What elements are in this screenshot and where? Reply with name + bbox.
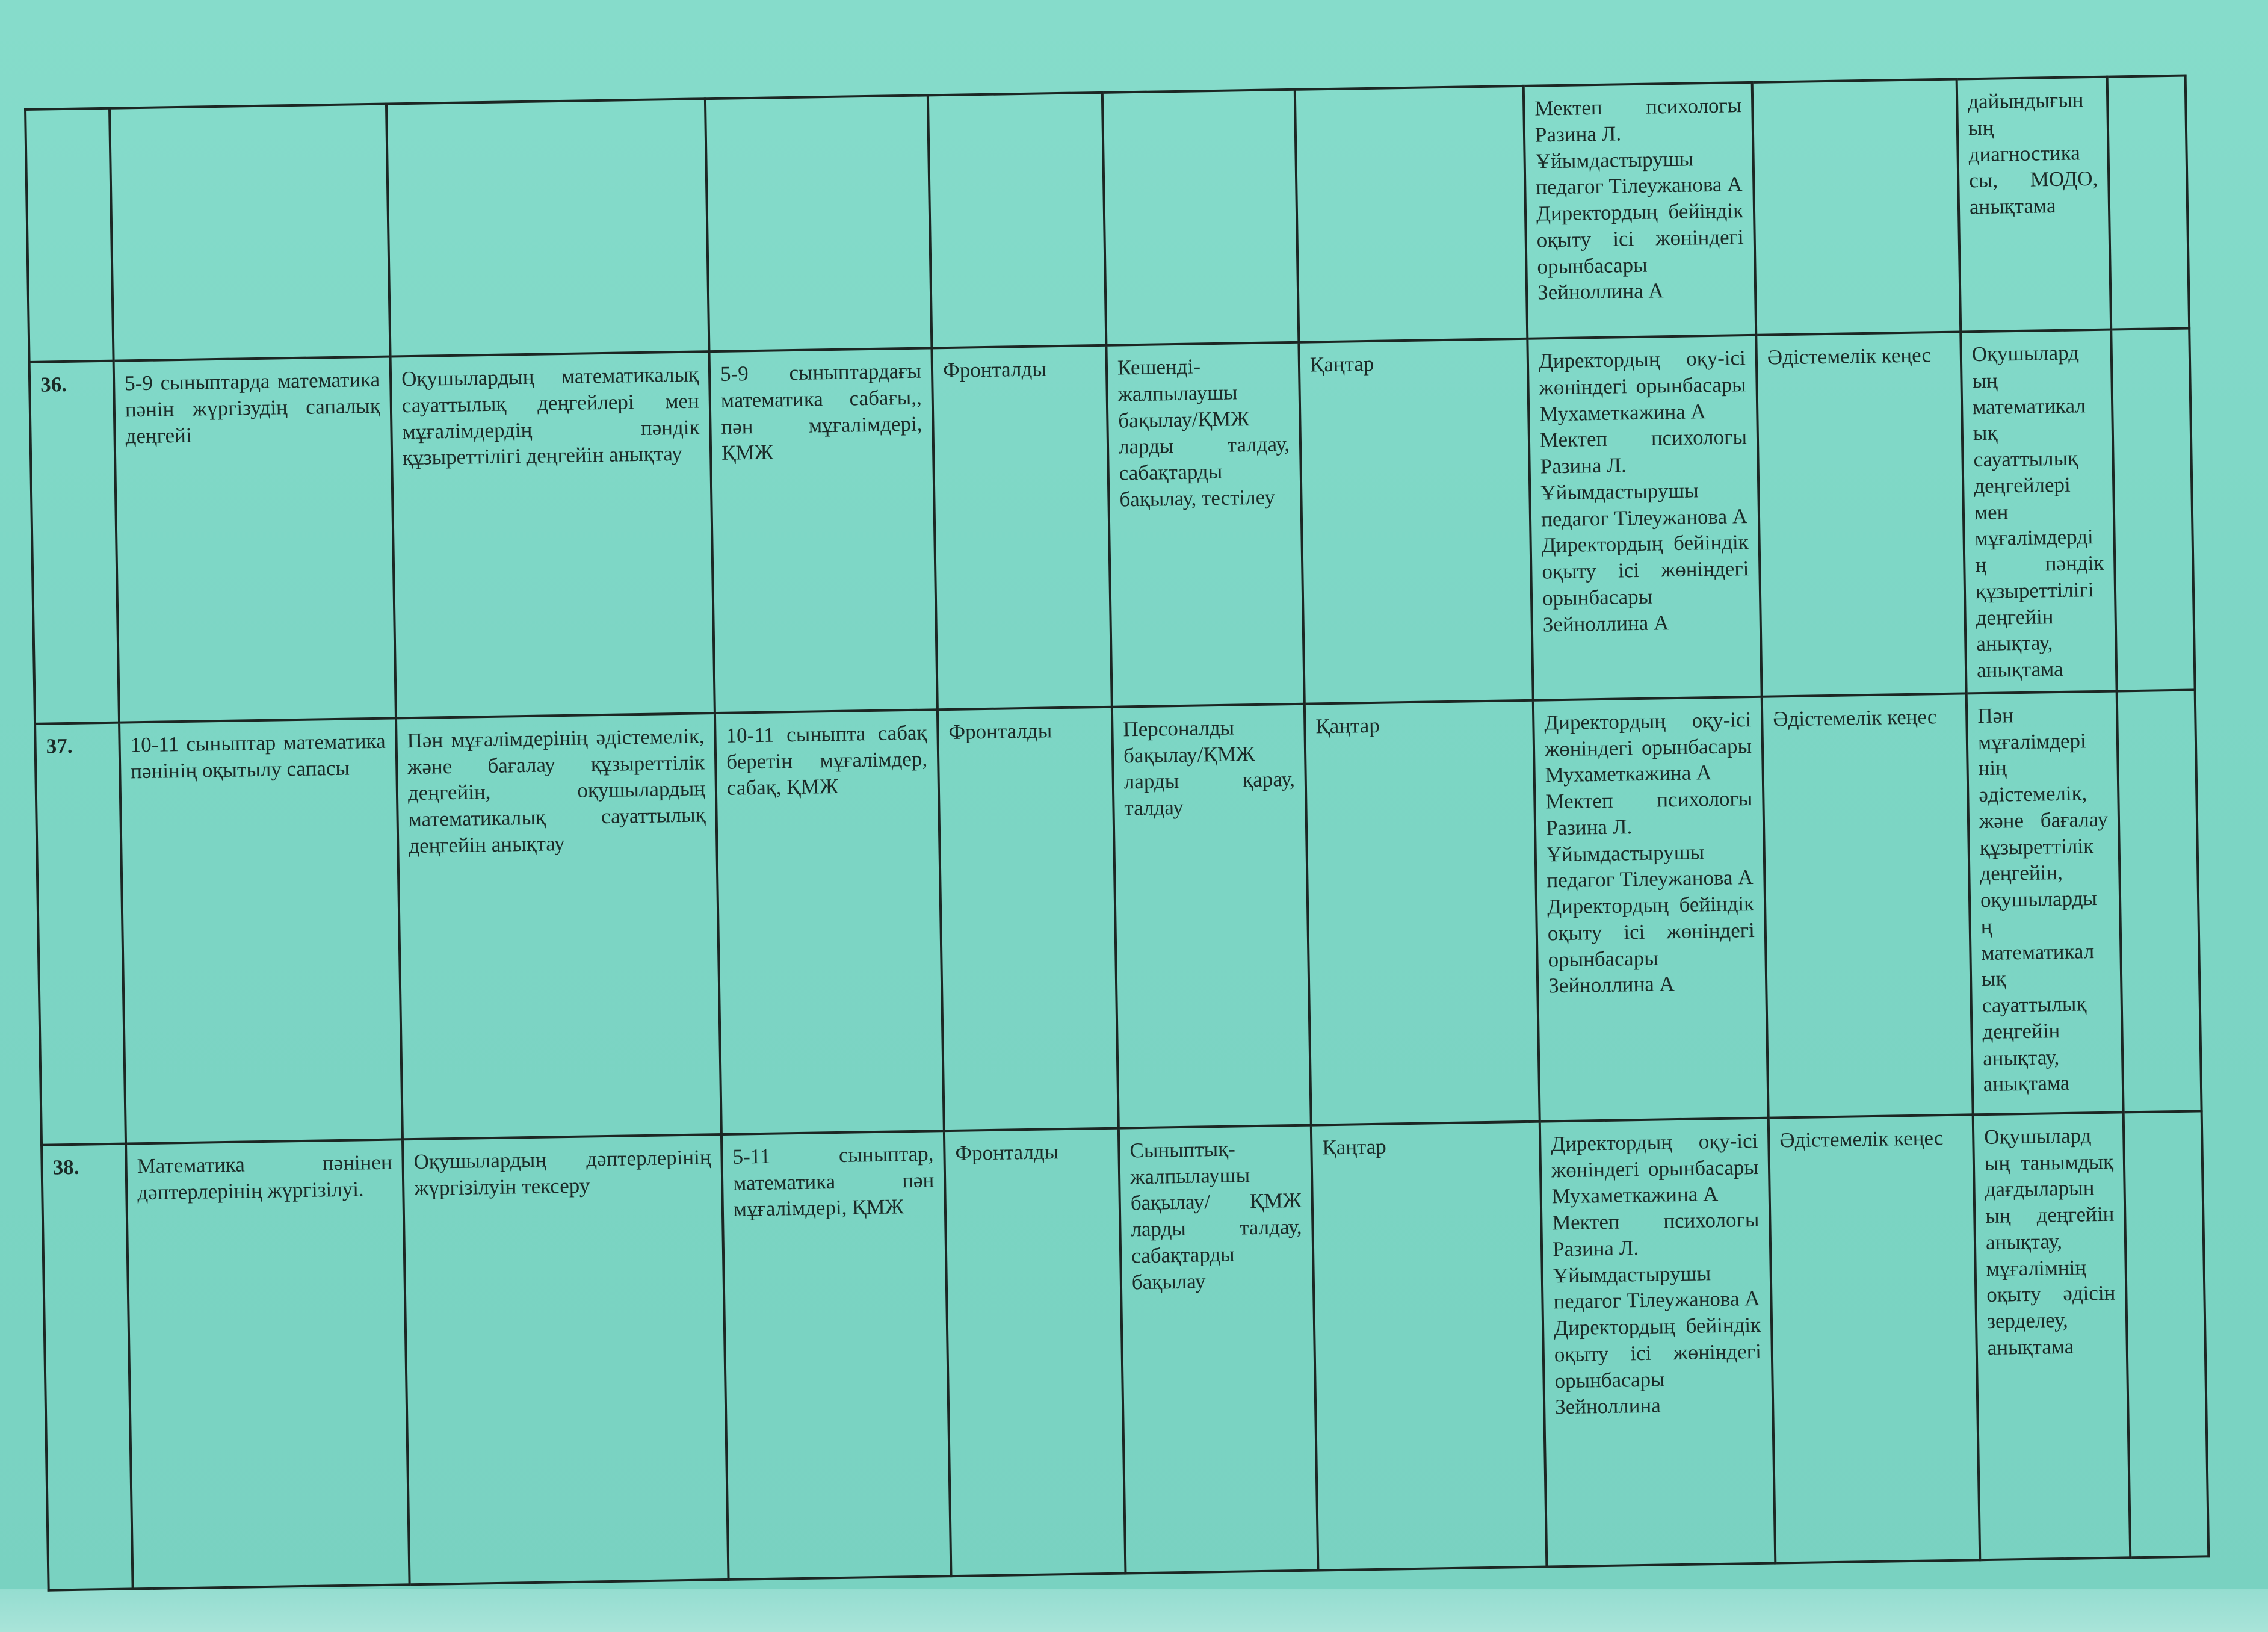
management-decision: Оқушылард ың танымдық дағдыларын ың деңгейін анықтау, мұғалімнің оқыту әдісін зерделеу, анықтама <box>1973 1112 2131 1560</box>
control-topic: 5-9 сыныптарда математика пәнін жүргізудің сапалық деңгейі <box>114 356 396 722</box>
control-type: Фронталды <box>932 345 1111 709</box>
control-method <box>1102 90 1299 345</box>
review-place: Әдістемелік кеңес <box>1762 693 1973 1117</box>
table-row <box>42 1111 2208 1590</box>
control-topic: Математика пәнінен дәптерлерінің жүргізілуі. <box>126 1139 410 1589</box>
empty-cell <box>2107 76 2190 330</box>
control-method: Персоналды бақылау/ҚМЖ ларды қарау, талдау <box>1112 703 1311 1128</box>
control-type <box>928 93 1107 348</box>
control-type: Фронталды <box>938 706 1119 1130</box>
control-topic <box>110 104 391 361</box>
empty-cell <box>2124 1111 2209 1557</box>
responsible-persons <box>1540 1117 1776 1566</box>
review-place: Әдістемелік кеңес <box>1756 332 1966 696</box>
row-number: 38. <box>42 1143 133 1590</box>
empty-cell <box>2117 690 2202 1112</box>
review-place: Әдістемелік кеңес <box>1769 1114 1980 1563</box>
management-decision: Пән мұғалімдері нің әдістемелік, және бағалау құзыреттілік деңгейін, оқушыларды ң математикал ық сауаттылық деңгейін анықтау, анықтама <box>1967 691 2124 1114</box>
control-goal <box>386 99 709 356</box>
table-surface <box>0 1589 2268 1632</box>
table-row <box>25 76 2189 362</box>
control-object <box>705 95 932 351</box>
management-decision: Оқушылард ың математикал ық сауаттылық деңгейлері мен мұғалімдерді ң пәндік құзыреттілігі деңгейін анықтау, анықтама <box>1961 330 2116 694</box>
control-date: Қаңтар <box>1299 339 1533 704</box>
table-row <box>29 329 2195 724</box>
responsible-persons <box>1524 82 1757 339</box>
control-object: 5-11 сыныптар, математика пән мұғалімдері, ҚМЖ <box>721 1131 951 1580</box>
responsible-persons <box>1533 697 1769 1122</box>
control-date <box>1295 86 1528 342</box>
control-date: Қаңтар <box>1311 1121 1547 1570</box>
document-sheet <box>24 75 2207 1589</box>
control-object: 10-11 сыныпта сабақ беретін мұғалімдер, сабақ, ҚМЖ <box>715 709 944 1134</box>
control-goal: Пән мұғалімдерінің әдістемелік, және бағалау құзыреттілік деңгейін, оқушылардың математикалық сауаттылық деңгейін анықтау <box>396 713 721 1139</box>
control-date: Қаңтар <box>1305 700 1540 1125</box>
row-number: 36. <box>29 361 119 724</box>
responsible-text: Мектеп психологы Разина Л. Ұйымдастырушы педагог Тілеужанова А Директордың бейіндік оқыту ісі жөніндегі орынбасары Зейноллина А <box>1534 93 1744 304</box>
management-decision: дайындығын ың диагностика сы, МОДО, анықтама <box>1957 77 2112 332</box>
control-type: Фронталды <box>944 1128 1126 1575</box>
responsible-text: Директордың оқу-ісі жөніндегі орынбасары Мухаметкажина А Мектеп психологы Разина Л. Ұйымдастырушы педагог Тілеужанова А Директордың бейіндік оқыту ісі жөніндегі орынбасары Зейноллина А <box>1544 707 1755 998</box>
row-number <box>25 108 114 362</box>
control-method: Кешенді-жалпылаушы бақылау/ҚМЖ ларды талдау, сабақтарды бақылау, тестілеу <box>1106 342 1304 707</box>
control-topic: 10-11 сыныптар математика пәнінің оқытылу сапасы <box>119 718 403 1143</box>
row-number: 37. <box>35 722 126 1145</box>
empty-cell <box>2111 329 2195 691</box>
responsible-persons <box>1527 335 1761 700</box>
responsible-text: Директордың оқу-ісі жөніндегі орынбасары Мухаметкажина А Мектеп психологы Разина Л. Ұйымдастырушы педагог Тілеужанова А Директордың бейіндік оқыту ісі жөніндегі орынбасары Зейноллина А <box>1538 346 1749 636</box>
control-method: Сыныптық-жалпылаушы бақылау/ ҚМЖ ларды талдау, сабақтарды бақылау <box>1119 1125 1318 1573</box>
control-plan-table <box>24 75 2210 1592</box>
review-place <box>1752 79 1961 335</box>
responsible-text: Директордың оқу-ісі жөніндегі орынбасары Мухаметкажина А Мектеп психологы Разина Л. Ұйымдастырушы педагог Тілеужанова А Директордың бейіндік оқыту ісі жөніндегі орынбасары Зейноллина <box>1551 1128 1762 1419</box>
control-object: 5-9 сыныптардағы математика сабағы,, пән мұғалімдері, ҚМЖ <box>709 348 937 712</box>
control-goal: Оқушылардың дәптерлерінің жүргізілуін тексеру <box>403 1134 729 1584</box>
table-row <box>35 690 2202 1145</box>
control-goal: Оқушылардың математикалық сауаттылық деңгейлері мен мұғалімдердің пәндік құзыреттілігі деңгейін анықтау <box>391 351 715 718</box>
